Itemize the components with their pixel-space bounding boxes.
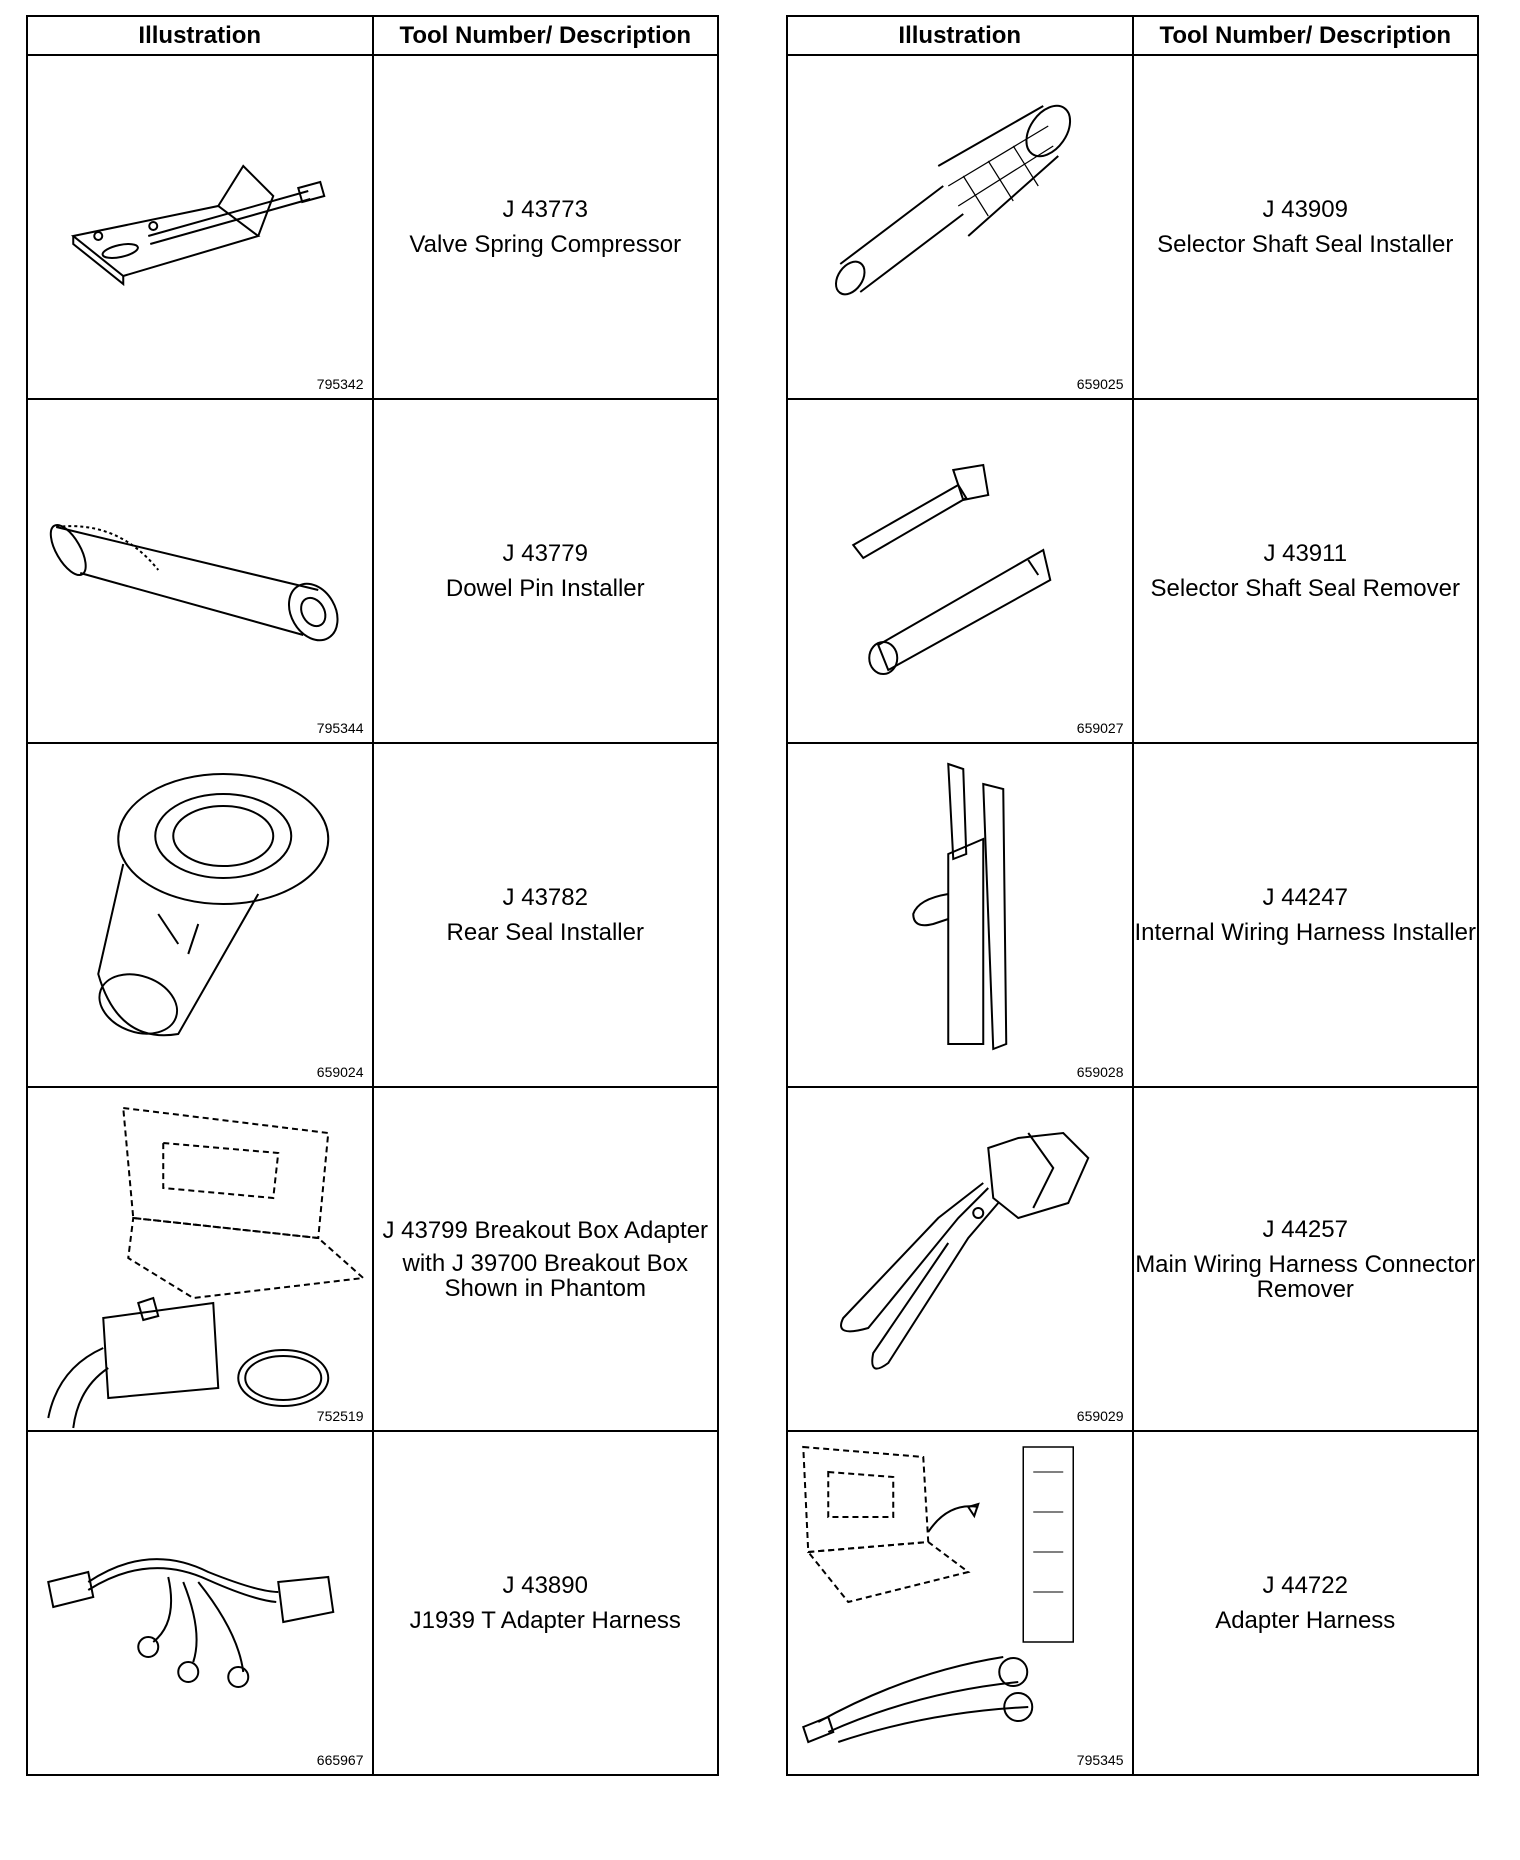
tool-note: with J 39700 Breakout Box Shown in Phantom <box>402 1249 688 1302</box>
tool-row <box>787 55 1478 399</box>
tool-description-cell <box>373 743 719 1087</box>
right-tool-table <box>786 15 1479 1776</box>
tool-number: J 44247 <box>1262 884 1348 911</box>
valve-spring-compressor-icon <box>28 56 372 398</box>
illustration-cell <box>787 55 1133 399</box>
tool-row <box>787 1431 1478 1775</box>
t-adapter-harness-icon <box>28 1432 372 1774</box>
seal-installer-icon <box>788 56 1132 398</box>
figure-number: 665967 <box>316 1752 364 1768</box>
tool-description: Dowel Pin Installer <box>445 575 645 602</box>
tool-row <box>787 1087 1478 1431</box>
seal-remover-icon <box>788 400 1132 742</box>
tool-row <box>787 743 1478 1087</box>
tool-row <box>27 55 718 399</box>
connector-remover-icon <box>788 1088 1132 1430</box>
tool-row <box>27 399 718 743</box>
tool-description-cell <box>373 1431 719 1775</box>
tool-number: J 43911 <box>1263 540 1348 567</box>
tool-number: J 43909 <box>1262 196 1348 223</box>
illustration-cell <box>787 399 1133 743</box>
tool-description-cell <box>373 399 719 743</box>
tool-row <box>27 743 718 1087</box>
tool-description: Rear Seal Installer <box>446 919 644 946</box>
tool-number: J 43799 Breakout Box Adapter <box>382 1216 709 1244</box>
tool-description-cell <box>1133 55 1479 399</box>
tool-row <box>787 399 1478 743</box>
illustration-cell <box>27 1087 373 1431</box>
figure-number: 659024 <box>316 1064 364 1080</box>
illustration-header: Illustration <box>787 16 1133 55</box>
figure-number: 795342 <box>316 376 364 392</box>
figure-number: 659027 <box>1076 720 1124 736</box>
tool-number: J 43890 <box>502 1572 588 1599</box>
illustration-cell <box>787 1431 1133 1775</box>
figure-number: 659029 <box>1076 1408 1124 1424</box>
tool-description: Internal Wiring Harness Installer <box>1134 919 1476 946</box>
tool-description-cell <box>1133 1087 1479 1431</box>
figure-number: 795345 <box>1076 1752 1124 1768</box>
tool-description: Main Wiring Harness Connector Remover <box>1135 1250 1476 1303</box>
tool-number: J 43782 <box>502 884 588 911</box>
figure-number: 795344 <box>316 720 364 736</box>
tool-number: J 44722 <box>1262 1572 1348 1599</box>
header-row <box>787 16 1478 55</box>
illustration-cell <box>787 743 1133 1087</box>
tool-description-cell <box>1133 399 1479 743</box>
description-header: Tool Number/ Description <box>1133 16 1479 55</box>
header-row <box>27 16 718 55</box>
tool-row <box>27 1431 718 1775</box>
illustration-cell <box>27 1431 373 1775</box>
left-tool-table <box>26 15 719 1776</box>
rear-seal-installer-icon <box>28 744 372 1086</box>
figure-number: 659025 <box>1076 376 1124 392</box>
figure-number: 752519 <box>316 1408 364 1424</box>
tool-description: Adapter Harness <box>1215 1607 1396 1634</box>
tool-number: J 43773 <box>502 196 588 223</box>
tool-number: J 44257 <box>1262 1215 1348 1243</box>
tool-description-cell <box>373 1087 719 1431</box>
tool-number: J 43779 <box>502 540 588 567</box>
tool-row <box>27 1087 718 1431</box>
tool-description: Valve Spring Compressor <box>409 231 682 258</box>
figure-number: 659028 <box>1076 1064 1124 1080</box>
tool-description-cell <box>1133 743 1479 1087</box>
illustration-cell <box>27 743 373 1087</box>
illustration-cell <box>787 1087 1133 1431</box>
illustration-cell <box>27 399 373 743</box>
tool-description: J1939 T Adapter Harness <box>409 1607 681 1634</box>
tool-description-cell <box>1133 1431 1479 1775</box>
tool-description: Selector Shaft Seal Remover <box>1150 575 1460 602</box>
adapter-harness-icon <box>788 1432 1132 1774</box>
description-header: Tool Number/ Description <box>373 16 719 55</box>
dowel-pin-installer-icon <box>28 400 372 742</box>
tool-description: Selector Shaft Seal Installer <box>1157 231 1454 258</box>
tool-description-cell <box>373 55 719 399</box>
harness-installer-icon <box>788 744 1132 1086</box>
breakout-box-adapter-icon <box>28 1088 372 1430</box>
illustration-header: Illustration <box>27 16 373 55</box>
illustration-cell <box>27 55 373 399</box>
